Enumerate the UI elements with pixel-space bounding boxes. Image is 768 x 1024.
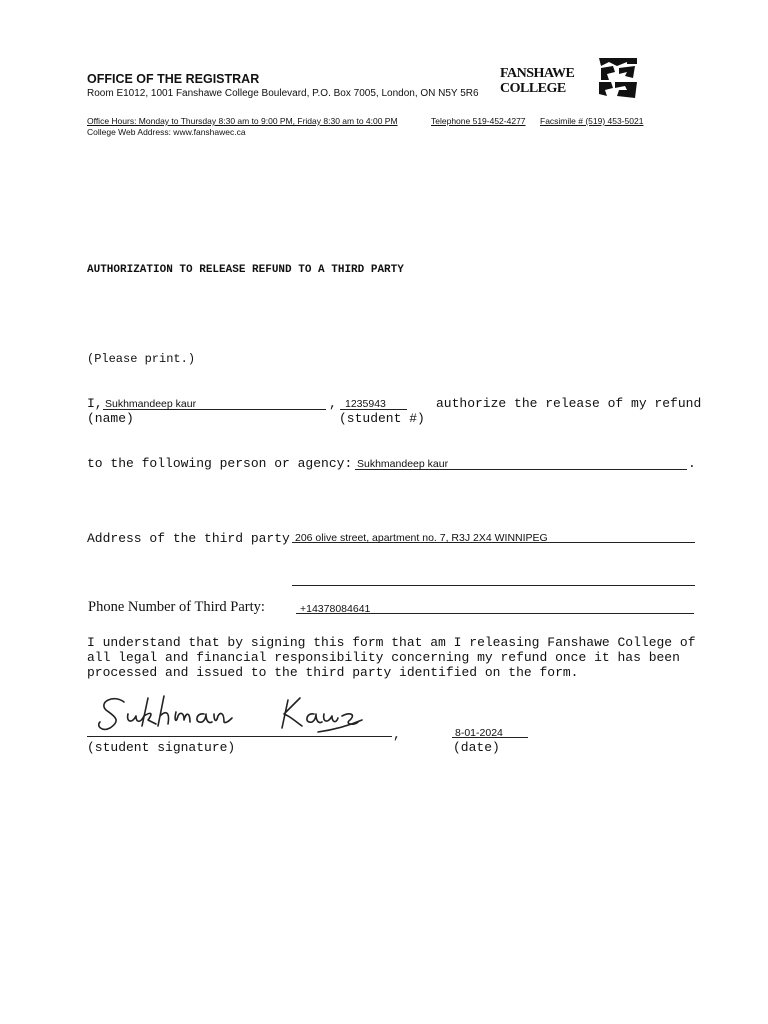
agency-period: . (688, 456, 696, 471)
address-field[interactable]: 206 olive street, apartment no. 7, R3J 2X4 WINNIPEG (295, 532, 548, 544)
signature-label: (student signature) (87, 740, 236, 755)
date-field[interactable]: 8-01-2024 (455, 727, 503, 739)
agency-field[interactable]: Sukhmandeep kaur (357, 458, 449, 470)
name-field[interactable]: Sukhmandeep kaur (105, 398, 197, 410)
logo-line2: COLLEGE (500, 81, 566, 96)
form-title: AUTHORIZATION TO RELEASE REFUND TO A THIRD PARTY (87, 264, 404, 276)
please-print-note: (Please print.) (87, 352, 196, 366)
office-address: Room E1012, 1001 Fanshawe College Boulevard, P.O. Box 7005, London, ON N5Y 5R6 (87, 88, 479, 99)
student-number-label: (student #) (339, 411, 425, 426)
date-label: (date) (453, 740, 500, 755)
i-prefix: I, (87, 396, 103, 411)
to-following-text: to the following person or agency: (87, 456, 353, 471)
logo-line1: FANSHAWE (500, 66, 575, 81)
signature-comma: , (393, 727, 401, 742)
college-web-address: College Web Address: www.fanshawec.ca (87, 127, 246, 137)
address-second-underline (292, 585, 695, 586)
phone-label: Phone Number of Third Party: (88, 599, 265, 615)
address-label: Address of the third party (87, 531, 290, 546)
office-fax: Facsimile # (519) 453-5021 (540, 116, 644, 126)
phone-field[interactable]: +14378084641 (300, 603, 371, 615)
statement-line-1: I understand that by signing this form that am I releasing Fanshawe College of (87, 635, 696, 650)
office-title: OFFICE OF THE REGISTRAR (87, 72, 260, 86)
college-logo-icon (597, 56, 639, 105)
office-telephone: Telephone 519-452-4277 (431, 116, 526, 126)
college-logo-text (500, 66, 574, 96)
student-number-field[interactable]: 1235943 (345, 398, 386, 410)
comma: , (329, 396, 337, 411)
statement-line-3: processed and issued to the third party identified on the form. (87, 665, 579, 680)
signature-underline (87, 736, 392, 737)
name-label: (name) (87, 411, 134, 426)
authorize-text: authorize the release of my refund (436, 396, 702, 411)
statement-line-2: all legal and financial responsibility concerning my refund once it has been (87, 650, 680, 665)
office-hours: Office Hours: Monday to Thursday 8:30 am to 9:00 PM, Friday 8:30 am to 4:00 PM (87, 116, 398, 126)
